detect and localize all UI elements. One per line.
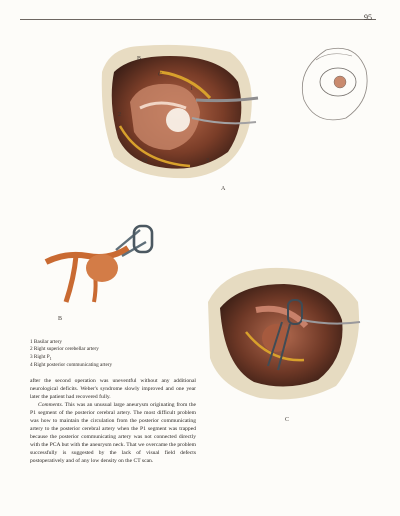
legend-item: 4 Right posterior communicating artery bbox=[30, 362, 113, 369]
paragraph-1: after the second operation was uneventful without any additional neurological deficits. Weber's syndrome slowly improved and one year later the patient had recovered fully. bbox=[30, 378, 196, 401]
figure-a-marker-4: 2 bbox=[118, 112, 121, 118]
figure-a-marker-2: C bbox=[158, 72, 163, 78]
figure-a-marker-6: M bbox=[142, 158, 148, 164]
legend-item: 1 Basilar artery bbox=[30, 339, 62, 345]
page-number: 95 bbox=[364, 13, 372, 22]
paragraph-2: Comments. This was an unusual large aneurysm originating from the P1 segment of the posterior cerebral artery. The most difficult problem was how to maintain the circulation from the posterior communicating artery to the posterior cerebral artery when the P1 segment was trapped because the posterior communicating artery was not connected directly with the PCA but with the aneurysm neck. That we overcame the problem successfully is suggested by the lack of visual field defects postoperatively and of any low density on the CT scan. bbox=[30, 402, 196, 465]
orientation-sketch bbox=[296, 40, 372, 126]
header-rule bbox=[20, 19, 376, 20]
figure-c-illustration bbox=[206, 262, 364, 404]
body-text bbox=[30, 377, 196, 466]
figure-b-illustration bbox=[36, 222, 156, 306]
figure-legend bbox=[30, 339, 220, 370]
figure-a-illustration bbox=[100, 42, 260, 180]
figure-a-marker-3: 1 bbox=[190, 86, 193, 92]
legend-item: 2 Right superior cerebellar artery bbox=[30, 346, 99, 353]
figure-a-marker-1: B bbox=[137, 56, 142, 62]
figure-a-label: A bbox=[221, 186, 226, 192]
paragraph-lead: Comments. bbox=[38, 402, 64, 409]
figure-a-marker-5: 3 bbox=[206, 158, 209, 164]
figure-c-label: C bbox=[285, 417, 290, 423]
legend-item: 3 Right $P_1$ bbox=[30, 353, 52, 361]
figure-b-label: B bbox=[58, 316, 63, 322]
